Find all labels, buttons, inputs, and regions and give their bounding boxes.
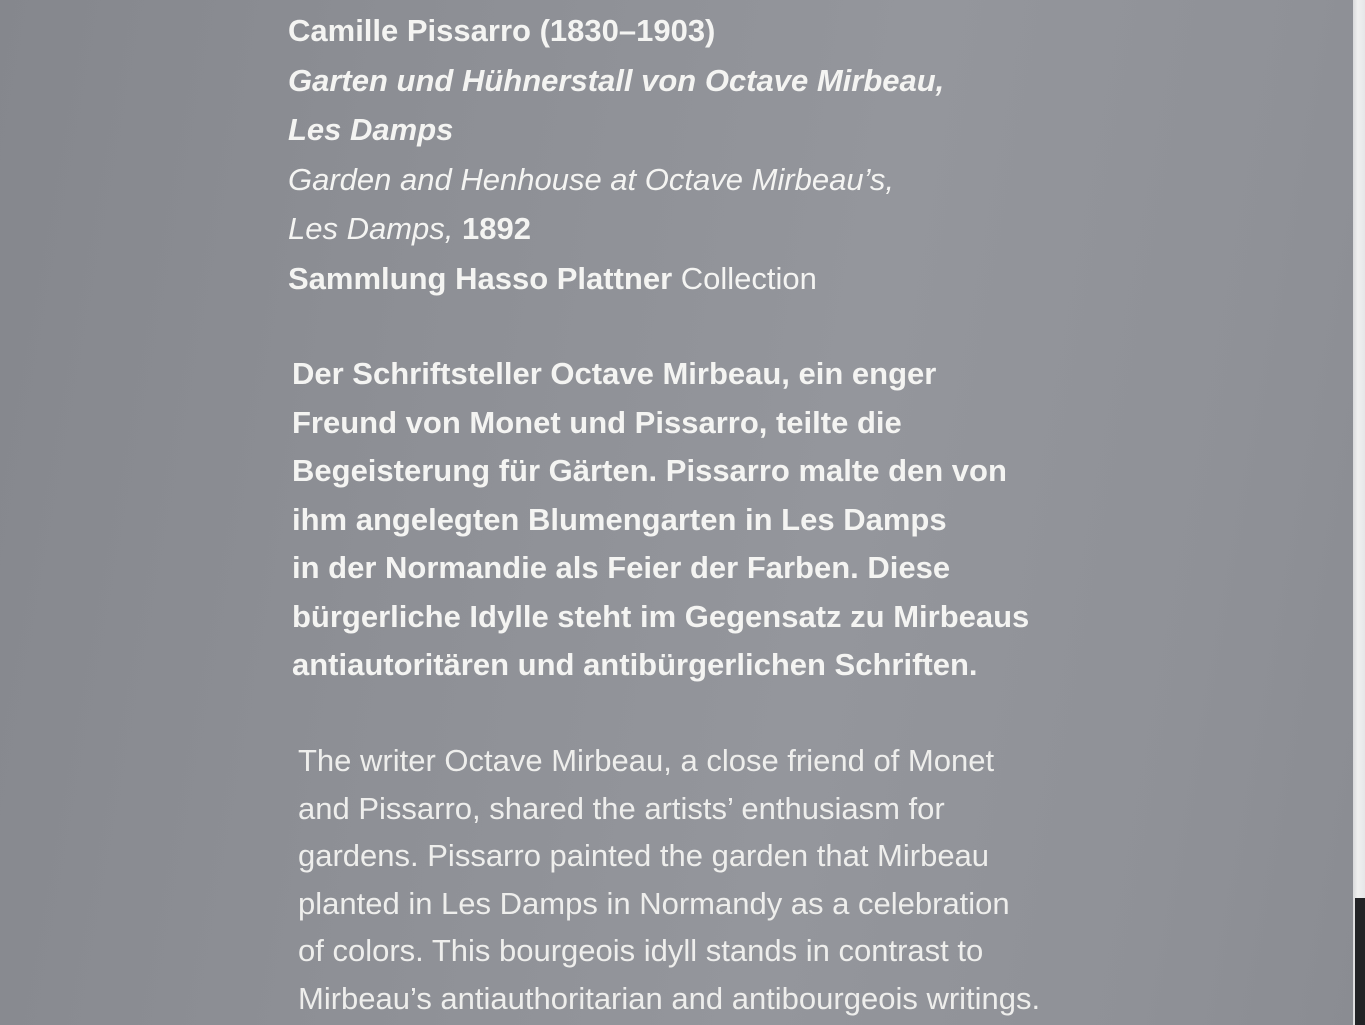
title-english-line-1: Garden and Henhouse at Octave Mirbeau’s, xyxy=(288,161,895,197)
german-description xyxy=(292,350,1029,690)
german-line: Der Schriftsteller Octave Mirbeau, ein enger xyxy=(292,356,937,391)
wall-edge-shadow xyxy=(1355,898,1365,1025)
english-line: The writer Octave Mirbeau, a close friend of Monet xyxy=(298,743,995,778)
english-line: gardens. Pissarro painted the garden that Mirbeau xyxy=(298,838,990,873)
english-line: and Pissarro, shared the artists’ enthusiasm for xyxy=(298,790,945,826)
english-line: planted in Les Damps in Normandy as a celebration xyxy=(298,885,1010,921)
german-line: ihm angelegten Blumengarten in Les Damps xyxy=(292,501,947,537)
wall-edge xyxy=(1353,0,1365,1025)
english-line: Mirbeau’s antiauthoritarian and antibourgeois writings. xyxy=(298,980,1041,1016)
german-line: Freund von Monet und Pissarro, teilte die xyxy=(292,404,902,440)
label-header xyxy=(288,6,944,303)
english-description xyxy=(298,737,1040,1022)
german-line: Begeisterung für Gärten. Pissarro malte den von xyxy=(292,453,1007,488)
artist-name: Camille Pissarro (1830–1903) xyxy=(288,13,716,48)
title-german-line-1: Garten und Hühnerstall von Octave Mirbeau, xyxy=(288,62,945,98)
title-english-line-2-row xyxy=(288,204,944,254)
collection-row xyxy=(288,254,944,304)
german-line: in der Normandie als Feier der Farben. Diese xyxy=(292,550,951,585)
artwork-year: 1892 xyxy=(462,211,531,246)
title-english-line-2: Les Damps, xyxy=(288,211,454,246)
collection-word: Collection xyxy=(680,260,817,296)
german-line: bürgerliche Idylle steht im Gegensatz zu Mirbeaus xyxy=(292,598,1030,634)
german-line: antiautoritären und antibürgerlichen Schriften. xyxy=(292,647,978,682)
english-line: of colors. This bourgeois idyll stands in contrast to xyxy=(298,933,984,968)
title-german-line-2: Les Damps xyxy=(288,112,454,147)
collection-name: Sammlung Hasso Plattner xyxy=(288,260,673,296)
